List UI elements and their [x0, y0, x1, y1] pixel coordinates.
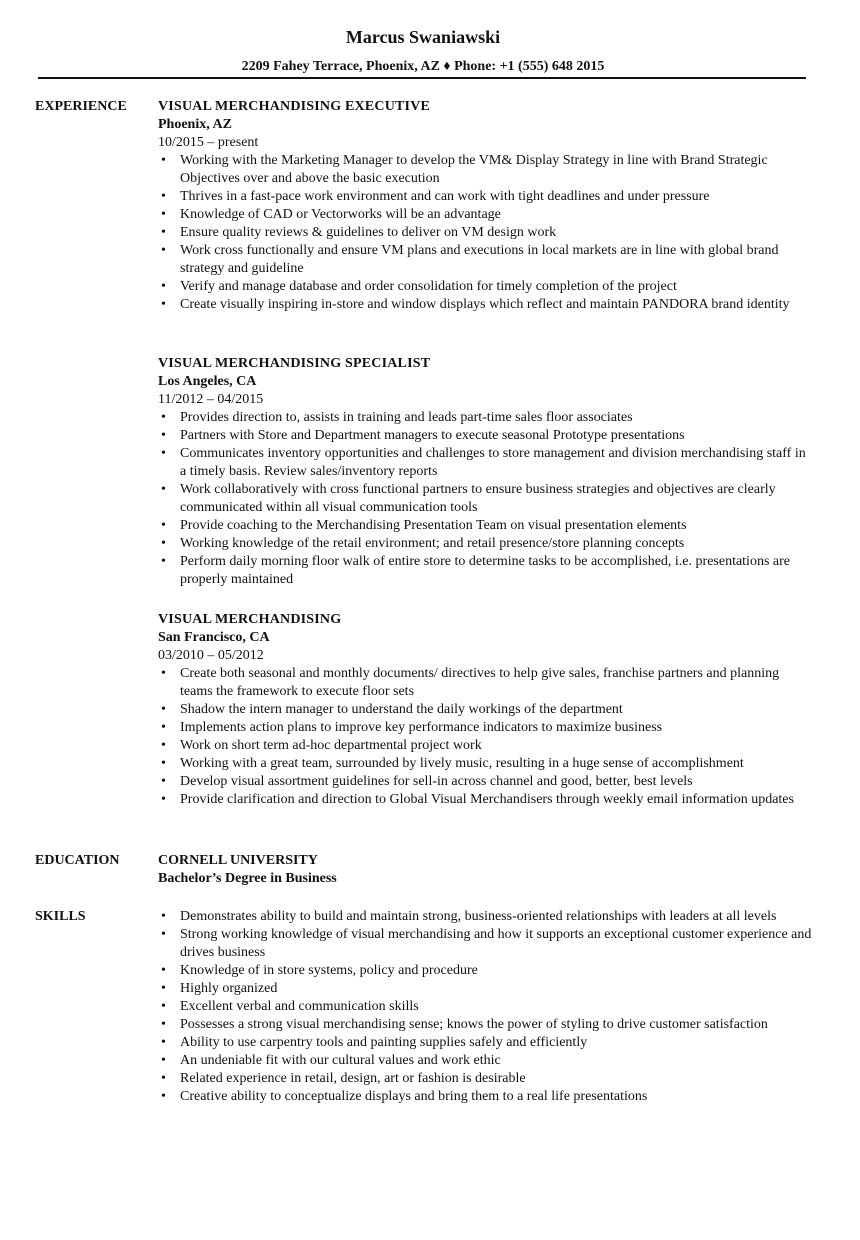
list-item: • Strong working knowledge of visual merchandising and how it supports an exceptional customer experience and drives business [158, 926, 813, 962]
job-entry [158, 355, 813, 589]
list-item: • Excellent verbal and communication skills [158, 998, 813, 1016]
list-item: • Ability to use carpentry tools and painting supplies safely and efficiently [158, 1034, 813, 1052]
list-item: • Ensure quality reviews & guidelines to deliver on VM design work [158, 224, 813, 242]
candidate-name: Marcus Swaniawski [345, 27, 501, 47]
job-location: Los Angeles, CA [158, 374, 257, 389]
list-item: • Knowledge of CAD or Vectorworks will be an advantage [158, 206, 813, 224]
list-item: • Highly organized [158, 980, 813, 998]
job-bullets [158, 665, 813, 809]
job-bullets [158, 152, 813, 314]
skills-list [158, 908, 813, 1106]
list-item: • Provides direction to, assists in training and leads part-time sales floor associates [158, 409, 813, 427]
job-entry [158, 98, 813, 314]
list-item: • Create visually inspiring in-store and window displays which reflect and maintain PANDORA brand identity [158, 296, 813, 314]
skills-bullets [158, 908, 813, 1106]
list-item: • Related experience in retail, design, art or fashion is desirable [158, 1070, 813, 1088]
list-item: • Perform daily morning floor walk of entire store to determine tasks to be accomplished, i.e. presentations are properly maintained [158, 553, 813, 589]
list-item: • Work collaboratively with cross functional partners to ensure business strategies and objectives are clearly communicated within all visual communication tools [158, 481, 813, 517]
education-heading: EDUCATION [35, 853, 120, 868]
list-item: • Possesses a strong visual merchandising sense; knows the power of styling to drive customer satisfaction [158, 1016, 813, 1034]
list-item: • Work on short term ad-hoc departmental project work [158, 737, 813, 755]
list-item: • Working with a great team, surrounded by lively music, resulting in a huge sense of accomplishment [158, 755, 813, 773]
list-item: • An undeniable fit with our cultural values and work ethic [158, 1052, 813, 1070]
list-item: • Partners with Store and Department managers to execute seasonal Prototype presentations [158, 427, 813, 445]
experience-heading: EXPERIENCE [35, 99, 127, 114]
list-item: • Create both seasonal and monthly documents/ directives to help give sales, franchise partners and planning teams the framework to execute floor sets [158, 665, 813, 701]
job-title: VISUAL MERCHANDISING EXECUTIVE [158, 99, 431, 114]
list-item: • Develop visual assortment guidelines for sell-in across channel and good, better, best levels [158, 773, 813, 791]
degree: Bachelor’s Degree in Business [158, 871, 337, 886]
job-dates: 11/2012 – 04/2015 [158, 392, 264, 407]
list-item: • Demonstrates ability to build and maintain strong, business-oriented relationships with leaders at all levels [158, 908, 813, 926]
job-dates: 03/2010 – 05/2012 [158, 648, 264, 663]
school-name: CORNELL UNIVERSITY [158, 853, 318, 868]
list-item: • Provide coaching to the Merchandising Presentation Team on visual presentation elements [158, 517, 813, 535]
list-item: • Work cross functionally and ensure VM plans and executions in local markets are in line with global brand strategy and guideline [158, 242, 813, 278]
contact-line: 2209 Fahey Terrace, Phoenix, AZ ♦ Phone: +1 (555) 648 2015 [241, 59, 605, 74]
list-item: • Communicates inventory opportunities and challenges to store management and division merchandising staff in a timely basis. Review sales/inventory reports [158, 445, 813, 481]
list-item: • Working knowledge of the retail environment; and retail presence/store planning concepts [158, 535, 813, 553]
job-entry [158, 611, 813, 809]
education-entry [158, 852, 813, 888]
list-item: • Knowledge of in store systems, policy and procedure [158, 962, 813, 980]
skills-heading: SKILLS [35, 909, 86, 924]
job-title: VISUAL MERCHANDISING SPECIALIST [158, 356, 431, 371]
job-dates: 10/2015 – present [158, 135, 259, 150]
job-bullets [158, 409, 813, 589]
list-item: • Implements action plans to improve key performance indicators to maximize business [158, 719, 813, 737]
job-location: San Francisco, CA [158, 630, 270, 645]
list-item: • Working with the Marketing Manager to develop the VM& Display Strategy in line with Brand Strategic Objectives over and above the basic execution [158, 152, 813, 188]
job-title: VISUAL MERCHANDISING [158, 612, 342, 627]
header-divider [38, 77, 806, 79]
list-item: • Creative ability to conceptualize displays and bring them to a real life presentations [158, 1088, 813, 1106]
list-item: • Shadow the intern manager to understand the daily workings of the department [158, 701, 813, 719]
list-item: • Thrives in a fast-pace work environment and can work with tight deadlines and under pressure [158, 188, 813, 206]
list-item: • Verify and manage database and order consolidation for timely completion of the project [158, 278, 813, 296]
job-location: Phoenix, AZ [158, 117, 232, 132]
list-item: • Provide clarification and direction to Global Visual Merchandisers through weekly email information updates [158, 791, 813, 809]
